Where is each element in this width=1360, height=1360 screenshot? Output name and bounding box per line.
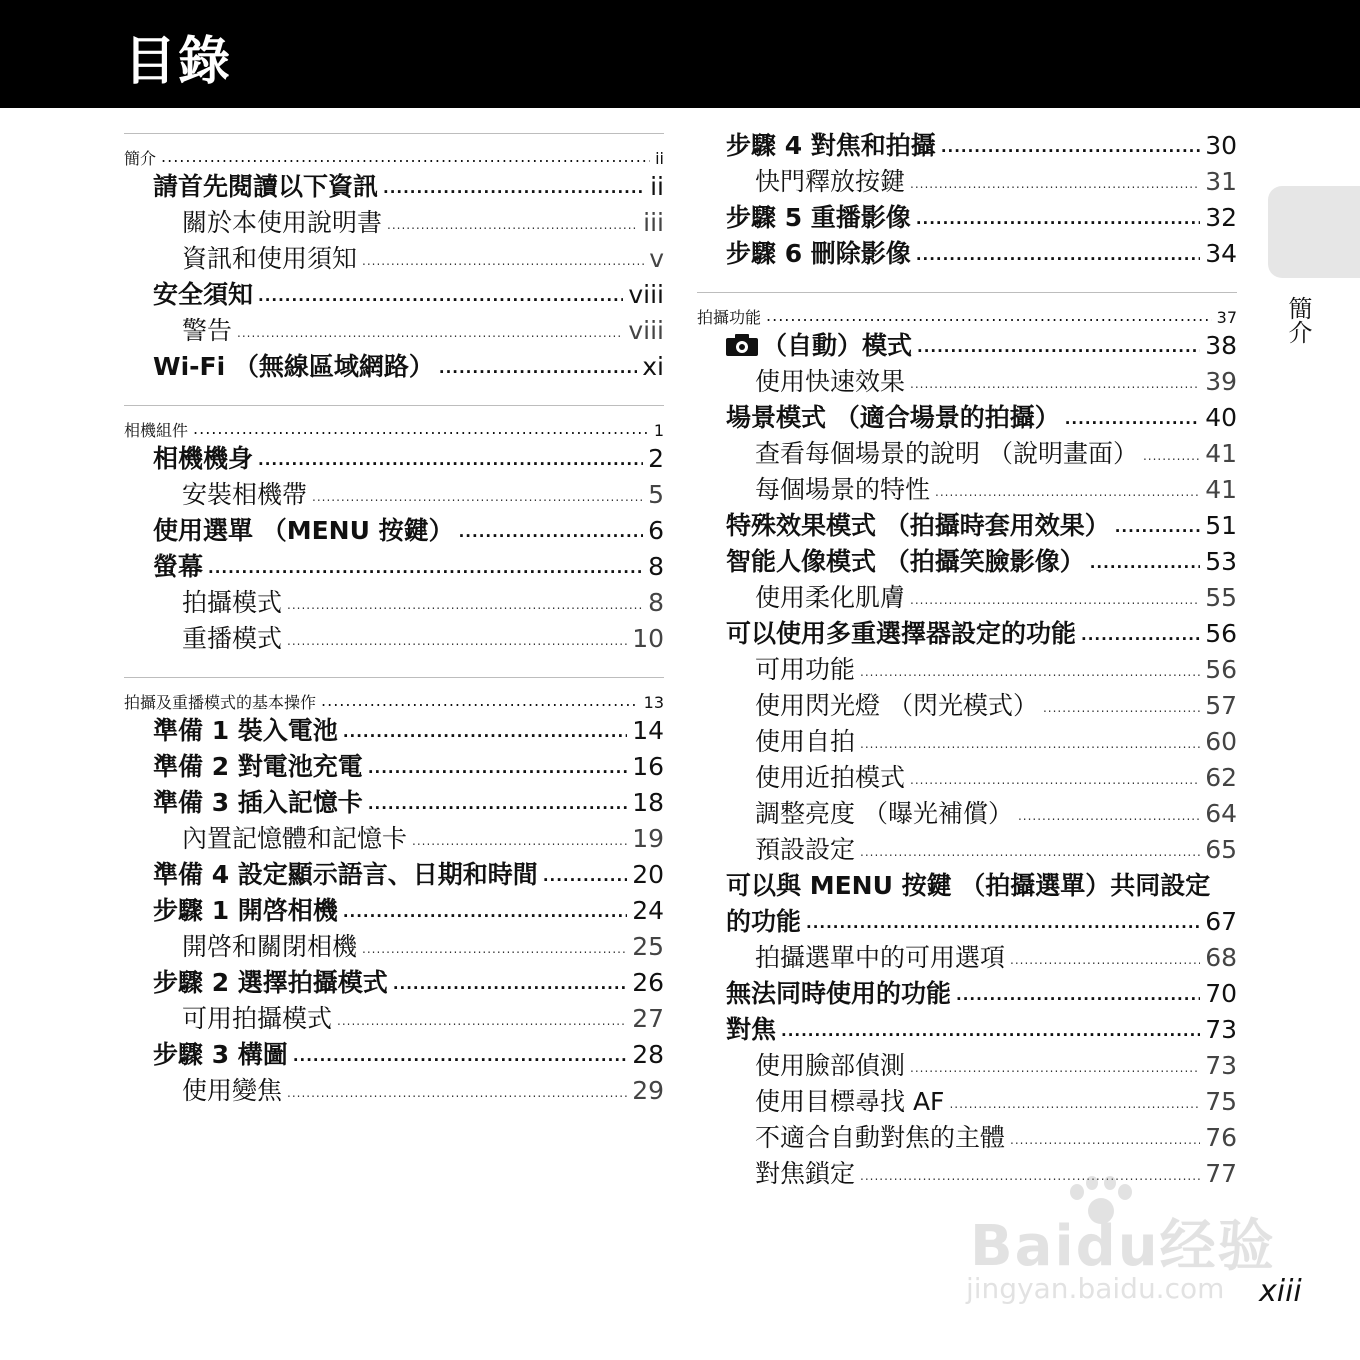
toc-entry-text: Wi-Fi （無線區域網路） xyxy=(153,352,434,381)
toc-entry-text: 相機組件 xyxy=(124,421,189,440)
toc-entry[interactable] xyxy=(124,821,664,857)
dot-leader xyxy=(362,931,627,965)
toc-section[interactable] xyxy=(697,305,1237,328)
dot-leader xyxy=(258,278,623,313)
toc-entry[interactable] xyxy=(697,200,1237,236)
toc-page-number: 5 xyxy=(648,480,664,509)
toc-page-number: 51 xyxy=(1205,511,1237,540)
toc-entry[interactable] xyxy=(124,857,664,893)
toc-entry-text: 的功能 xyxy=(726,907,802,936)
dot-leader xyxy=(766,306,1212,325)
toc-entry[interactable] xyxy=(124,585,664,621)
toc-entry-title xyxy=(755,1084,944,1120)
toc-entry-title xyxy=(726,128,936,164)
dot-leader xyxy=(956,977,1200,1012)
toc-entry[interactable] xyxy=(124,621,664,657)
toc-entry-text: 特殊效果模式 （拍攝時套用效果） xyxy=(726,511,1110,540)
toc-page-number: 64 xyxy=(1205,799,1237,828)
toc-entry-title xyxy=(755,652,855,688)
dot-leader xyxy=(393,966,627,1001)
toc-entry-title xyxy=(182,621,282,657)
toc-entry-title xyxy=(755,1120,1005,1156)
dot-leader xyxy=(941,129,1200,164)
toc-entry-text: 安全須知 xyxy=(153,280,254,309)
toc-entry[interactable] xyxy=(124,349,664,385)
toc-entry-text: 拍攝功能 xyxy=(697,308,762,327)
toc-page-number: 34 xyxy=(1205,239,1237,268)
toc-entry-title xyxy=(153,513,454,549)
toc-entry[interactable] xyxy=(697,976,1237,1012)
toc-entry[interactable] xyxy=(697,616,1237,652)
toc-entry-title xyxy=(755,832,855,868)
toc-page-number: 73 xyxy=(1205,1015,1237,1044)
toc-entry[interactable] xyxy=(697,128,1237,164)
toc-entry[interactable] xyxy=(697,436,1237,472)
dot-leader xyxy=(459,514,644,549)
toc-entry-text: 關於本使用說明書 xyxy=(182,208,383,237)
dot-leader xyxy=(781,1013,1200,1048)
toc-entry-title xyxy=(182,205,382,241)
toc-entry[interactable] xyxy=(697,796,1237,832)
toc-entry[interactable] xyxy=(124,549,664,585)
toc-page-number: 65 xyxy=(1205,835,1237,864)
toc-entry[interactable] xyxy=(697,1084,1237,1120)
toc-page-number: 14 xyxy=(632,716,664,745)
toc-page-number: 27 xyxy=(632,1004,664,1033)
toc-entry-title xyxy=(182,1073,282,1109)
dot-leader xyxy=(362,243,644,277)
toc-entry[interactable] xyxy=(124,929,664,965)
dot-leader xyxy=(193,419,649,438)
toc-entry-text: 使用變焦 xyxy=(182,1076,283,1105)
toc-page-number: 41 xyxy=(1205,475,1237,504)
toc-entry[interactable] xyxy=(124,893,664,929)
toc-column-left xyxy=(124,133,664,1109)
toc-entry-text: 可用拍攝模式 xyxy=(182,1004,333,1033)
toc-page-number: 29 xyxy=(632,1076,664,1105)
dot-leader xyxy=(258,442,643,477)
toc-entry[interactable] xyxy=(697,580,1237,616)
toc-entry-text: 拍攝模式 xyxy=(182,588,283,617)
toc-entry-text: 使用目標尋找 AF xyxy=(755,1087,945,1116)
watermark xyxy=(960,1176,1280,1306)
toc-page-number: ii xyxy=(655,149,664,168)
dot-leader xyxy=(860,654,1200,688)
toc-page-number: 57 xyxy=(1205,691,1237,720)
toc-entry-text: 相機機身 xyxy=(153,444,254,473)
toc-entry-text: 開啓和關閉相機 xyxy=(182,932,358,961)
toc-entry-title xyxy=(726,328,912,364)
toc-entry-text: 資訊和使用須知 xyxy=(182,244,358,273)
toc-page-number: 56 xyxy=(1205,619,1237,648)
toc-entry[interactable] xyxy=(124,965,664,1001)
toc-entry-text: 使用自拍 xyxy=(755,727,856,756)
dot-leader xyxy=(910,1050,1200,1084)
dot-leader xyxy=(343,894,627,929)
toc-entry-text: 使用快速效果 xyxy=(755,367,906,396)
camera-icon xyxy=(726,334,758,356)
toc-entry-title xyxy=(124,690,316,713)
toc-section[interactable] xyxy=(124,146,664,169)
toc-page-number: 13 xyxy=(643,693,664,712)
toc-entry-title xyxy=(182,477,307,513)
toc-entry-title xyxy=(153,893,338,929)
dot-leader xyxy=(806,905,1200,940)
toc-page-number: 10 xyxy=(632,624,664,653)
toc-entry-title xyxy=(153,441,253,477)
toc-entry[interactable] xyxy=(697,1156,1237,1192)
toc-entry[interactable] xyxy=(697,508,1237,544)
toc-page-number: 39 xyxy=(1205,367,1237,396)
toc-entry-title xyxy=(755,364,905,400)
toc-entry-title xyxy=(182,313,232,349)
toc-entry-wrapped[interactable]: 可以與 MENU 按鍵 （拍攝選單）共同設定 xyxy=(726,871,1211,900)
toc-entry-title xyxy=(124,146,156,169)
dot-leader xyxy=(293,1038,627,1073)
toc-entry-title xyxy=(755,760,905,796)
toc-entry-title xyxy=(153,749,363,785)
toc-entry-text: 準備 3 插入記憶卡 xyxy=(153,788,363,817)
dot-leader xyxy=(1018,798,1200,832)
toc-entry-text: 拍攝及重播模式的基本操作 xyxy=(124,693,317,712)
toc-entry-text: 準備 2 對電池充電 xyxy=(153,752,363,781)
toc-entry-text: 步驟 5 重播影像 xyxy=(726,203,911,232)
toc-entry-title xyxy=(755,796,1013,832)
dot-leader xyxy=(917,329,1200,364)
page-header xyxy=(0,0,1360,108)
toc-entry-title xyxy=(755,1156,855,1192)
dot-leader xyxy=(860,1158,1200,1192)
toc-entry-title xyxy=(726,508,1110,544)
toc-page-number: 41 xyxy=(1205,439,1237,468)
toc-page-number: 60 xyxy=(1205,727,1237,756)
toc-entry[interactable] xyxy=(697,544,1237,580)
dot-leader xyxy=(935,474,1200,508)
dot-leader xyxy=(1143,438,1200,472)
toc-entry[interactable] xyxy=(124,1037,664,1073)
toc-page-number: 56 xyxy=(1205,655,1237,684)
toc-page-number: 24 xyxy=(632,896,664,925)
toc-page-number: 26 xyxy=(632,968,664,997)
toc-entry-title xyxy=(182,1001,332,1037)
dot-leader xyxy=(387,207,638,241)
toc-page-number: viii xyxy=(628,280,664,309)
toc-page-number: 2 xyxy=(648,444,664,473)
toc-page-number: 16 xyxy=(632,752,664,781)
toc-page-number: 62 xyxy=(1205,763,1237,792)
page-number: xiii xyxy=(1259,1274,1302,1309)
toc-page-number: viii xyxy=(628,316,664,345)
dot-leader xyxy=(412,823,627,857)
toc-entry-text: 準備 1 裝入電池 xyxy=(153,716,338,745)
dot-leader xyxy=(949,1086,1200,1120)
toc-entry[interactable] xyxy=(124,313,664,349)
toc-entry-text: 步驟 2 選擇拍攝模式 xyxy=(153,968,388,997)
dot-leader xyxy=(860,834,1200,868)
toc-entry-title xyxy=(755,1048,905,1084)
toc-page-number: 75 xyxy=(1205,1087,1237,1116)
toc-entry-title xyxy=(726,544,1085,580)
toc-page-number: 28 xyxy=(632,1040,664,1069)
toc-entry-text: 可以使用多重選擇器設定的功能 xyxy=(726,619,1077,648)
toc-entry-title xyxy=(755,688,1038,724)
dot-leader xyxy=(916,237,1200,272)
toc-entry-text: 使用閃光燈 （閃光模式） xyxy=(755,691,1038,720)
toc-entry-title xyxy=(755,472,930,508)
toc-entry-title xyxy=(182,241,357,277)
toc-entry-text: 快門釋放按鍵 xyxy=(755,167,906,196)
toc-page-number: 19 xyxy=(632,824,664,853)
watermark-url: jingyan.baidu.com xyxy=(966,1272,1225,1305)
toc-page-number: v xyxy=(649,244,664,273)
toc-entry-text: 請首先閱讀以下資訊 xyxy=(153,172,379,201)
toc-entry[interactable] xyxy=(697,1012,1237,1048)
toc-page-number: 18 xyxy=(632,788,664,817)
toc-entry-text: 步驟 3 構圖 xyxy=(153,1040,288,1069)
toc-page-number: 76 xyxy=(1205,1123,1237,1152)
toc-entry-text: 使用選單 （MENU 按鍵） xyxy=(153,516,454,545)
toc-page-number: 77 xyxy=(1205,1159,1237,1188)
toc-entry[interactable] xyxy=(697,472,1237,508)
toc-page-number: 37 xyxy=(1216,308,1237,327)
toc-page-number: ii xyxy=(650,172,664,201)
toc-page-number: 30 xyxy=(1205,131,1237,160)
toc-entry[interactable] xyxy=(697,328,1237,364)
toc-page-number: 55 xyxy=(1205,583,1237,612)
toc-entry-text: 步驟 6 刪除影像 xyxy=(726,239,911,268)
toc-entry-title xyxy=(726,236,911,272)
toc-entry[interactable] xyxy=(124,477,664,513)
toc-entry[interactable] xyxy=(124,169,664,205)
toc-entry-title xyxy=(697,305,761,328)
dot-leader xyxy=(1090,545,1200,580)
dot-leader xyxy=(910,762,1200,796)
dot-leader xyxy=(910,166,1200,200)
toc-entry-title xyxy=(755,940,1005,976)
toc-entry-title xyxy=(182,929,357,965)
toc-entry-text: 簡介 xyxy=(124,149,157,168)
toc-entry-title xyxy=(153,549,203,585)
dot-leader xyxy=(910,366,1200,400)
dot-leader xyxy=(1043,690,1200,724)
toc-entry[interactable] xyxy=(124,785,664,821)
toc-entry-text: 使用臉部偵測 xyxy=(755,1051,906,1080)
toc-entry-title xyxy=(124,418,188,441)
toc-entry-text: 對焦 xyxy=(726,1015,777,1044)
toc-page-number: 31 xyxy=(1205,167,1237,196)
toc-entry[interactable] xyxy=(697,652,1237,688)
toc-entry-title xyxy=(755,580,905,616)
toc-entry[interactable] xyxy=(124,241,664,277)
dot-leader xyxy=(916,201,1200,236)
toc-entry[interactable] xyxy=(697,688,1237,724)
section-tab-label: 簡介 xyxy=(1284,296,1312,344)
toc-entry[interactable] xyxy=(124,277,664,313)
toc-entry-text: 調整亮度 （曝光補償） xyxy=(755,799,1013,828)
toc-entry-text: 步驟 4 對焦和拍攝 xyxy=(726,131,936,160)
dot-leader xyxy=(312,479,643,513)
dot-leader xyxy=(1115,509,1200,544)
dot-leader xyxy=(543,858,627,893)
dot-leader xyxy=(321,691,639,710)
toc-entry-text: （自動）模式 xyxy=(762,331,913,360)
toc-entry-title xyxy=(153,965,388,1001)
toc-page-number: xi xyxy=(642,352,664,381)
toc-entry-title xyxy=(726,400,1060,436)
toc-entry[interactable] xyxy=(124,205,664,241)
toc-entry-title xyxy=(726,616,1076,652)
toc-entry-title xyxy=(182,821,407,857)
dot-leader xyxy=(910,582,1200,616)
toc-entry-text: 警告 xyxy=(182,316,233,345)
toc-entry-text: 拍攝選單中的可用選項 xyxy=(755,943,1006,972)
toc-entry[interactable] xyxy=(697,364,1237,400)
dot-leader xyxy=(368,750,627,785)
dot-leader xyxy=(860,726,1200,760)
toc-entry[interactable] xyxy=(697,904,1237,940)
dot-leader xyxy=(1010,1122,1200,1156)
toc-entry-text: 對焦鎖定 xyxy=(755,1159,856,1188)
toc-page-number: 68 xyxy=(1205,943,1237,972)
toc-entry-text: 準備 4 設定顯示語言、日期和時間 xyxy=(153,860,538,889)
dot-leader xyxy=(1065,401,1200,436)
toc-entry-title xyxy=(755,164,905,200)
toc-entry-text: 可用功能 xyxy=(755,655,856,684)
toc-entry-title xyxy=(726,200,911,236)
toc-entry[interactable] xyxy=(124,749,664,785)
toc-entry-title xyxy=(726,904,801,940)
toc-page-number: 53 xyxy=(1205,547,1237,576)
toc-entry-text: 預設設定 xyxy=(755,835,856,864)
toc-entry[interactable] xyxy=(124,1073,664,1109)
toc-entry[interactable] xyxy=(697,760,1237,796)
section-tab xyxy=(1268,186,1360,278)
toc-entry-text: 不適合自動對焦的主體 xyxy=(755,1123,1006,1152)
toc-entry-title xyxy=(153,713,338,749)
dot-leader xyxy=(161,147,650,166)
toc-entry-title xyxy=(182,585,282,621)
toc-entry[interactable] xyxy=(697,1120,1237,1156)
dot-leader xyxy=(287,587,643,621)
toc-page-number: 38 xyxy=(1205,331,1237,360)
dot-leader xyxy=(287,1075,627,1109)
toc-entry[interactable] xyxy=(697,400,1237,436)
toc-entry-title xyxy=(755,436,1138,472)
toc-page-number: 8 xyxy=(648,552,664,581)
toc-entry-text: 重播模式 xyxy=(182,624,283,653)
toc-page-number: 8 xyxy=(648,588,664,617)
toc-page-number: 6 xyxy=(648,516,664,545)
toc-entry[interactable] xyxy=(697,724,1237,760)
page-title: 目錄 xyxy=(124,32,233,92)
toc-page-number: 40 xyxy=(1205,403,1237,432)
dot-leader xyxy=(368,786,627,821)
toc-section[interactable] xyxy=(124,418,664,441)
toc-entry-title xyxy=(726,976,951,1012)
toc-entry-text: 智能人像模式 （拍攝笑臉影像） xyxy=(726,547,1085,576)
toc-page-number: 20 xyxy=(632,860,664,889)
toc-entry[interactable] xyxy=(697,832,1237,868)
dot-leader xyxy=(287,623,627,657)
toc-entry[interactable] xyxy=(697,164,1237,200)
toc-entry[interactable] xyxy=(697,940,1237,976)
toc-entry[interactable] xyxy=(124,513,664,549)
toc-section[interactable] xyxy=(124,690,664,713)
toc-entry-text: 步驟 1 開啓相機 xyxy=(153,896,338,925)
toc-entry-text: 場景模式 （適合場景的拍攝） xyxy=(726,403,1060,432)
toc-entry-title xyxy=(153,785,363,821)
toc-entry-text: 查看每個場景的說明 （說明畫面） xyxy=(755,439,1138,468)
toc-entry[interactable] xyxy=(124,713,664,749)
toc-page-number: iii xyxy=(643,208,664,237)
toc-entry-text: 每個場景的特性 xyxy=(755,475,931,504)
dot-leader xyxy=(439,350,637,385)
toc-entry-title xyxy=(153,857,538,893)
dot-leader xyxy=(343,714,627,749)
dot-leader xyxy=(383,170,645,205)
toc-entry[interactable] xyxy=(124,1001,664,1037)
toc-page-number: 70 xyxy=(1205,979,1237,1008)
toc-entry-title xyxy=(153,349,434,385)
toc-entry[interactable] xyxy=(697,236,1237,272)
watermark-brand: Baidu经验 xyxy=(970,1214,1276,1279)
toc-entry-title xyxy=(153,1037,288,1073)
toc-entry-text: 使用近拍模式 xyxy=(755,763,906,792)
toc-entry-text: 螢幕 xyxy=(153,552,204,581)
toc-entry-text: 內置記憶體和記憶卡 xyxy=(182,824,408,853)
toc-entry-text: 使用柔化肌膚 xyxy=(755,583,906,612)
toc-page-number: 67 xyxy=(1205,907,1237,936)
toc-page-number: 25 xyxy=(632,932,664,961)
dot-leader xyxy=(237,315,623,349)
dot-leader xyxy=(1010,942,1200,976)
toc-entry[interactable] xyxy=(697,1048,1237,1084)
toc-entry[interactable] xyxy=(124,441,664,477)
toc-entry-title xyxy=(726,1012,776,1048)
toc-entry-text: 無法同時使用的功能 xyxy=(726,979,952,1008)
dot-leader xyxy=(337,1003,627,1037)
toc-entry-title xyxy=(755,724,855,760)
toc-page-number: 73 xyxy=(1205,1051,1237,1080)
dot-leader xyxy=(1081,617,1200,652)
toc-entry-title xyxy=(153,169,378,205)
toc-entry-text: 安裝相機帶 xyxy=(182,480,308,509)
toc-column-right xyxy=(697,128,1237,1192)
toc-page-number: 1 xyxy=(653,421,664,440)
toc-page-number: 32 xyxy=(1205,203,1237,232)
dot-leader xyxy=(208,550,643,585)
toc-entry-title xyxy=(153,277,253,313)
